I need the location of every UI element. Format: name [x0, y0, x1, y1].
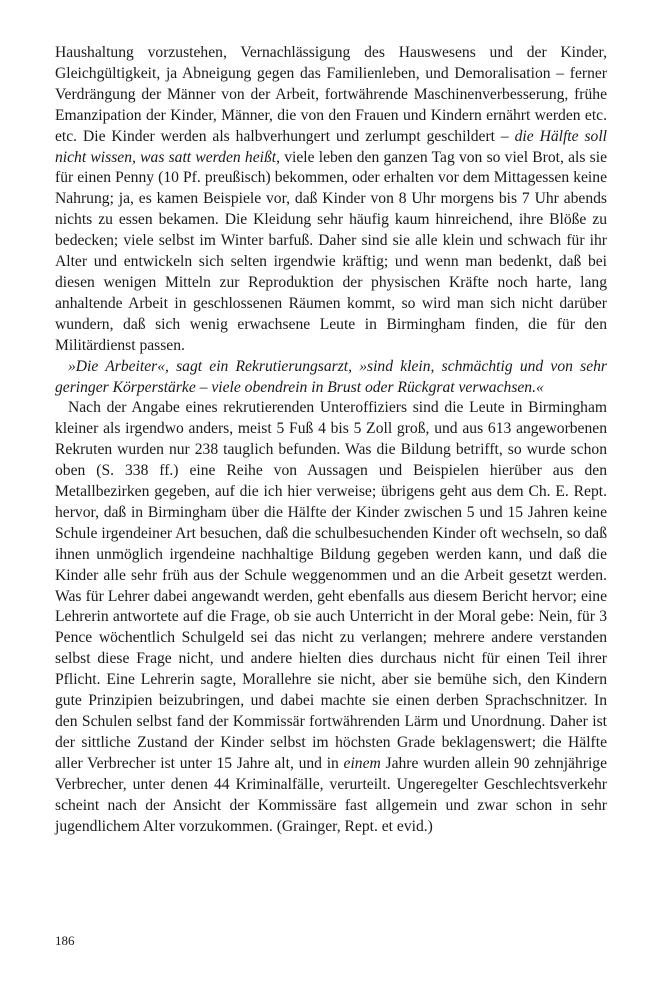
text-run: viele leben den ganzen Tag von so viel Brot, als sie für einen Penny (10 Pf. preußisch) bekommen, oder erhalten vor dem Mittagessen keine Nahrung; ja, es kamen Beispiele vor, daß Kinder von 8 Uhr morgens bis 7 Uhr abends nichts zu essen bekamen. Die Kleidung sehr häufig kaum hinreichend, ihre Blöße zu bedecken; viele selbst im Winter barfuß. Daher sind sie alle klein und schwach für ihr Alter und entwickeln sich selten irgendwie kräftig; und wenn man bedenkt, daß bei diesen wenigen Mitteln zur Reproduktion der physischen Kräfte noch harte, lang anhaltende Arbeit in geschlossenen Räumen kommt, so wird man sich nicht darüber wundern, daß sich wenig erwachsene Leute in Birmingham finden, die für den Militärdienst passen.: [55, 148, 607, 354]
quotation-paragraph: [55, 357, 607, 399]
body-text: [55, 43, 607, 837]
italic-word: einem: [343, 754, 381, 772]
quotation-text: »Die Arbeiter«, sagt ein Rekrutierungsarzt, »sind klein, schmächtig und von sehr geringer Körperstärke – viele obendrein in Brust oder Rückgrat verwachsen.«: [55, 357, 607, 396]
text-run: Nach der Angabe eines rekrutierenden Unteroffiziers sind die Leute in Birmingham kleiner als irgendwo anders, meist 5 Fuß 4 bis 5 Zoll groß, und aus 613 angeworbenen Rekruten wurden nur 238 tauglich befunden. Was die Bildung betrifft, so wurde schon oben (S. 338 ff.) eine Reihe von Aussagen und Beispielen hierüber aus den Metallbezirken gegeben, auf die ich hier verweise; übrigens geht aus dem Ch. E. Rept. hervor, daß in Birmingham über die Hälfte der Kinder zwischen 5 und 15 Jahren keine Schule irgendeiner Art besuchen, daß die schulbesuchenden Kinder oft wechseln, so daß ihnen unmöglich irgendeine nachhaltige Bildung gegeben werden kann, und daß die Kinder alle sehr früh aus der Schule weggenommen und an die Arbeit gesetzt werden. Was für Lehrer dabei angewandt werden, geht ebenfalls aus diesem Bericht hervor; eine Lehrerin antwortete auf die Frage, ob sie auch Unterricht in der Moral gebe: Nein, für 3 Pence wöchentlich Schulgeld sei das nicht zu verlangen; mehrere andere verstanden selbst diese Frage nicht, und andere hielten dies durchaus nicht für einen Teil ihrer Pflicht. Eine Lehrerin sagte, Morallehre sie nicht, aber sie bemühe sich, den Kindern gute Prinzipien beizubringen, und dabei machte sie einen derben Sprachschnitzer. In den Schulen selbst fand der Kommissär fortwährenden Lärm und Unordnung. Daher ist der sittliche Zustand der Kinder selbst im höchsten Grade beklagenswert; die Hälfte aller Verbrecher ist unter 15 Jahre alt, und in: [55, 399, 607, 772]
page-number: 186: [55, 933, 75, 948]
paragraph: [55, 398, 607, 837]
text-run: Jahre wurden allein 90 zehnjährige Verbrecher, unter denen 44 Kriminalfälle, verurteilt. Ungeregelter Geschlechtsverkehr scheint nach der Ansicht der Kommissäre fast allgemein und zwar schon in sehr jugendlichem Alter vorzukommen. (Grainger, Rept. et evid.): [55, 754, 607, 835]
text-run: Haushaltung vorzustehen, Vernachlässigung des Hauswesens und der Kinder, Gleichgültigkeit, ja Abneigung gegen das Familienleben, und Demoralisation – ferner Verdrängung der Männer von der Arbeit, fortwährende Maschinenverbesserung, frühe Emanzipation der Kinder, Männer, die von den Frauen und Kindern ernährt werden etc. etc. Die Kinder werden als halbverhungert und zerlumpt geschildert –: [55, 44, 607, 145]
italic-phrase: die Hälfte soll nicht wissen, was satt werden heißt,: [55, 127, 607, 166]
paragraph: [55, 43, 607, 357]
